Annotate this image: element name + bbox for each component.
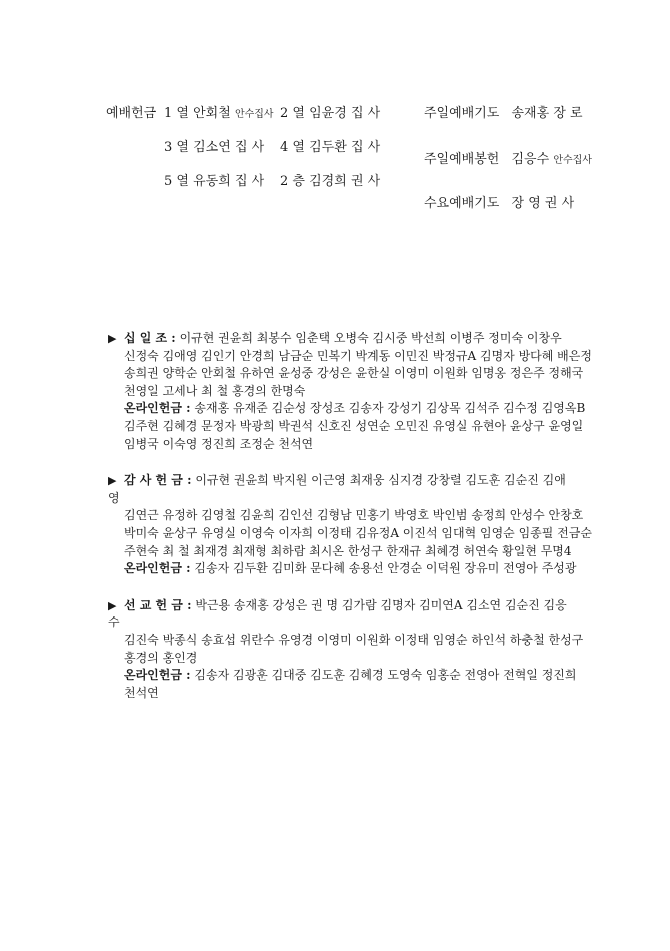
online-offering-line <box>124 560 577 578</box>
person-title: 안수집사 <box>234 109 274 120</box>
person-name: 김경희 <box>309 174 347 189</box>
offering-entry <box>280 172 380 192</box>
name-line: 김송자 김광훈 김대중 김도훈 김혜경 도영숙 임홍순 전영아 전혁일 정진희 <box>190 668 577 683</box>
offerings-list <box>108 330 592 721</box>
triangle-bullet-icon: ▶ <box>108 598 117 612</box>
triangle-bullet-icon: ▶ <box>108 332 117 345</box>
name-line: 김진숙 박종식 송효섭 위란수 유영경 이영미 이원화 이정태 임영순 하인석 하충철 한성구 <box>124 632 584 647</box>
name-line: 임병국 이숙영 정진희 조정순 천석연 <box>124 436 314 451</box>
online-offering-title: 온라인헌금 : <box>124 401 191 416</box>
section-body <box>124 632 584 702</box>
person-name: 유동희 <box>193 174 231 189</box>
offering-entry <box>280 104 380 124</box>
name-line: 박근용 송재홍 강성은 권 명 김가람 김명자 김미연A 김소연 김순진 김응수 <box>108 597 567 630</box>
section-header <box>108 597 568 632</box>
row-position: 4 열 <box>280 140 305 155</box>
name-line: 천석연 <box>124 685 159 700</box>
prayer-role: 주일예배기도 <box>424 106 500 121</box>
row-position: 2 열 <box>280 106 305 121</box>
prayer-row <box>424 194 574 214</box>
prayer-name: 김응수 <box>511 152 550 167</box>
prayer-row <box>424 150 592 171</box>
name-line: 이규현 권윤희 최봉수 임춘택 오병숙 김시중 박선희 이병주 정미숙 이창우 <box>175 331 562 345</box>
person-name: 안회철 <box>193 106 231 121</box>
offering-label: 예배헌금 <box>106 106 157 121</box>
offering-entry <box>164 104 274 125</box>
prayer-row <box>424 104 583 124</box>
prayer-name: 장 영 <box>511 196 541 211</box>
section-header <box>108 330 568 348</box>
section-body <box>124 507 592 577</box>
triangle-bullet-icon: ▶ <box>108 474 117 488</box>
offering-row <box>106 138 406 172</box>
prayer-title: 장 로 <box>553 106 583 121</box>
prayer-role: 수요예배기도 <box>424 196 500 211</box>
row-position: 2 층 <box>280 174 305 189</box>
name-line: 천영일 고세나 최 철 홍경의 한명숙 <box>124 383 306 398</box>
online-offering-line <box>124 667 577 685</box>
offering-entry <box>164 138 264 158</box>
person-title: 권 사 <box>350 174 381 189</box>
name-line: 김연근 유정하 김영철 김윤희 김인선 김형남 민홍기 박영호 박인범 송정희 안성수 안창호 <box>124 508 584 523</box>
offering-section <box>108 472 592 578</box>
online-offering-line <box>124 400 586 418</box>
online-offering-title: 온라인헌금 : <box>124 668 191 683</box>
person-title: 집 사 <box>234 174 265 189</box>
prayer-role: 주일예배봉헌 <box>424 152 500 167</box>
section-title: 십 일 조 : <box>124 331 176 345</box>
name-line: 김송자 김두환 김미화 문다혜 송용선 안경순 이덕원 장유미 전영아 주성광 <box>190 561 577 576</box>
name-line: 김주현 김혜경 문정자 박광희 박권석 신호진 성연순 오민진 유영실 유현아 윤상구 윤영일 <box>124 418 584 433</box>
offering-row <box>106 172 406 206</box>
section-title: 선 교 헌 금 : <box>124 597 192 612</box>
person-name: 김두환 <box>309 140 347 155</box>
person-name: 임윤경 <box>309 106 347 121</box>
name-line: 주현숙 최 철 최재경 최재형 최하람 최시온 한성구 한재규 최혜경 허연숙 황일현 무명4 <box>124 543 572 558</box>
offering-row <box>106 104 406 138</box>
person-name: 김소연 <box>193 140 231 155</box>
name-line: 송재홍 유재준 김순성 장성조 김송자 강성기 김상목 김석주 김수정 김영옥B <box>190 401 586 416</box>
section-body <box>124 348 592 454</box>
offering-section <box>108 330 592 453</box>
worship-offering-block <box>106 104 406 206</box>
row-position: 5 열 <box>164 174 189 189</box>
person-title: 집 사 <box>234 140 265 155</box>
section-header <box>108 472 568 507</box>
prayer-title: 안수집사 <box>553 155 592 166</box>
person-title: 집 사 <box>350 106 381 121</box>
name-line: 홍경의 홍인경 <box>124 650 198 665</box>
name-line: 이규현 권윤희 박지원 이근영 최재웅 심지경 강창렬 김도훈 김순진 김애영 <box>108 473 566 505</box>
prayer-name: 송재홍 <box>511 106 550 121</box>
name-line: 송희권 양학순 안회철 유하연 윤성중 강성은 윤한실 이영미 이원화 임명옹 정은주 정해국 <box>124 366 584 381</box>
row-position: 1 열 <box>164 106 189 121</box>
offering-section <box>108 597 584 703</box>
row-position: 3 열 <box>164 140 189 155</box>
prayer-title: 권 사 <box>544 196 575 211</box>
offering-entry <box>164 172 264 192</box>
person-title: 집 사 <box>350 140 381 155</box>
section-title: 감 사 헌 금 : <box>124 473 192 488</box>
name-line: 박미숙 윤상구 유영실 이영숙 이자희 이정태 김유정A 이진석 임대혁 임영순 임종필 전금순 <box>124 525 592 540</box>
name-line: 신정숙 김애영 김인기 안경희 남금순 민복기 박계동 이민진 박정규A 김명자 방다혜 배은정 <box>124 348 592 363</box>
offering-entry <box>280 138 380 158</box>
online-offering-title: 온라인헌금 : <box>124 561 191 576</box>
